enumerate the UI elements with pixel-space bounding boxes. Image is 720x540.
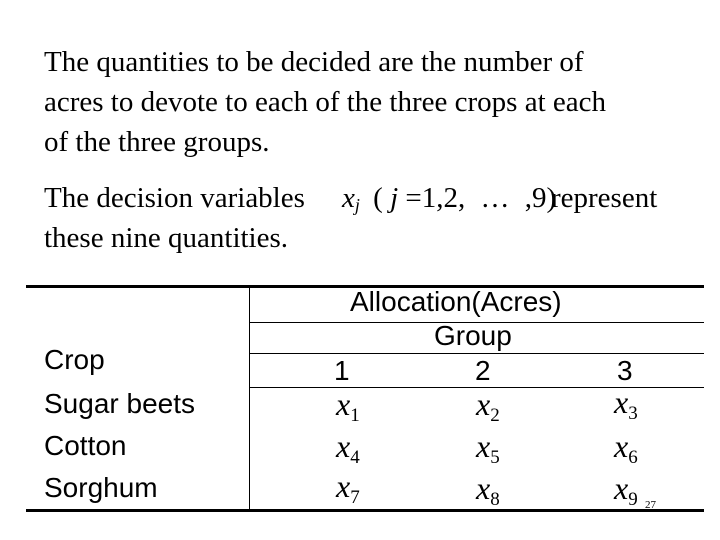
decision-formula — [342, 178, 556, 221]
variable-x1: $x_1$ — [336, 386, 360, 426]
variable-x7: $x_7$ — [336, 468, 360, 508]
intro-paragraph — [44, 42, 684, 162]
group-header-3: 3 — [617, 355, 633, 386]
decision-line-1 — [44, 178, 704, 218]
decision-text-after: represent — [551, 182, 658, 214]
variable-x8: $x_8$ — [476, 470, 500, 510]
formula-var: x — [342, 182, 355, 214]
group-header-2: 2 — [475, 355, 491, 386]
header-divider-2 — [249, 353, 704, 354]
crop-cotton: Cotton — [44, 430, 127, 461]
formula-sub: j — [354, 195, 360, 215]
intro-line-1: The quantities to be decided are the number of — [44, 46, 584, 78]
formula-open: ( — [373, 182, 383, 214]
decision-text-before: The decision variables — [44, 182, 305, 214]
variable-x9: $x_9$ — [614, 470, 638, 510]
formula-j: j — [390, 182, 399, 214]
variable-x2: $x_2$ — [476, 386, 500, 426]
table-title: Allocation(Acres) — [350, 286, 562, 317]
formula-close: ,9) — [524, 182, 557, 214]
crop-sugar-beets: Sugar beets — [44, 388, 195, 419]
crop-sorghum: Sorghum — [44, 472, 158, 503]
intro-line-3: of the three groups. — [44, 126, 270, 158]
decision-line-2: these nine quantities. — [44, 222, 289, 254]
variable-x6: $x_6$ — [614, 428, 638, 468]
decision-paragraph — [44, 178, 704, 258]
crop-header: Crop — [44, 344, 105, 375]
formula-ellipsis: … — [480, 182, 510, 214]
variable-x4: $x_4$ — [336, 428, 360, 468]
variable-x3: $x_3$ — [614, 384, 638, 424]
variable-x5: $x_5$ — [476, 428, 500, 468]
intro-line-2: acres to devote to each of the three crops at each — [44, 86, 606, 118]
group-header-1: 1 — [334, 355, 350, 386]
formula-eq: =1,2, — [405, 182, 466, 214]
group-label: Group — [434, 320, 512, 351]
page-number: 27 — [645, 499, 656, 511]
table-column-divider — [249, 285, 250, 511]
table-bottom-rule — [26, 509, 704, 512]
